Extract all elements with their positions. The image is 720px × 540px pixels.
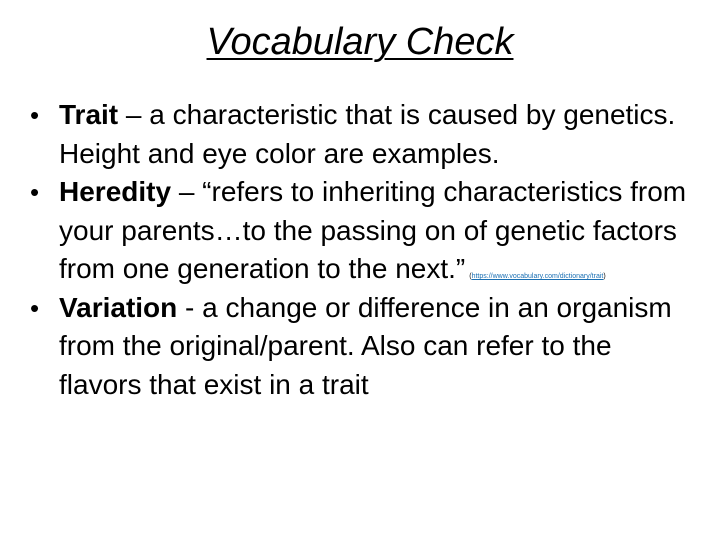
bullet-marker: • — [30, 100, 40, 130]
term-heredity: Heredity — [59, 176, 172, 207]
slide-title: Vocabulary Check — [206, 21, 514, 63]
vocabulary-list — [30, 96, 690, 404]
bullet-variation — [30, 289, 690, 405]
citation-close: ) — [603, 273, 606, 280]
bullet-heredity — [30, 173, 690, 289]
bullet-trait — [30, 96, 690, 173]
citation-open: ( — [469, 273, 472, 280]
definition-variation: - a change or difference in an organism from the original/parent. Also can refer to the flavors that exist in a trait — [59, 291, 672, 400]
definition-trait: – a characteristic that is caused by genetics. Height and eye color are examples. — [59, 99, 676, 169]
definition-heredity: – “refers to inheriting characteristics from your parents…to the passing on of genetic factors from one generation to the next.” — [59, 176, 687, 284]
citation-link[interactable]: https://www.vocabulary.com/dictionary/trait — [471, 273, 604, 280]
bullet-marker: • — [30, 292, 40, 323]
term-trait: Trait — [59, 99, 119, 130]
bullet-marker: • — [30, 177, 40, 207]
term-variation: Variation — [59, 291, 178, 323]
citation — [469, 273, 605, 280]
